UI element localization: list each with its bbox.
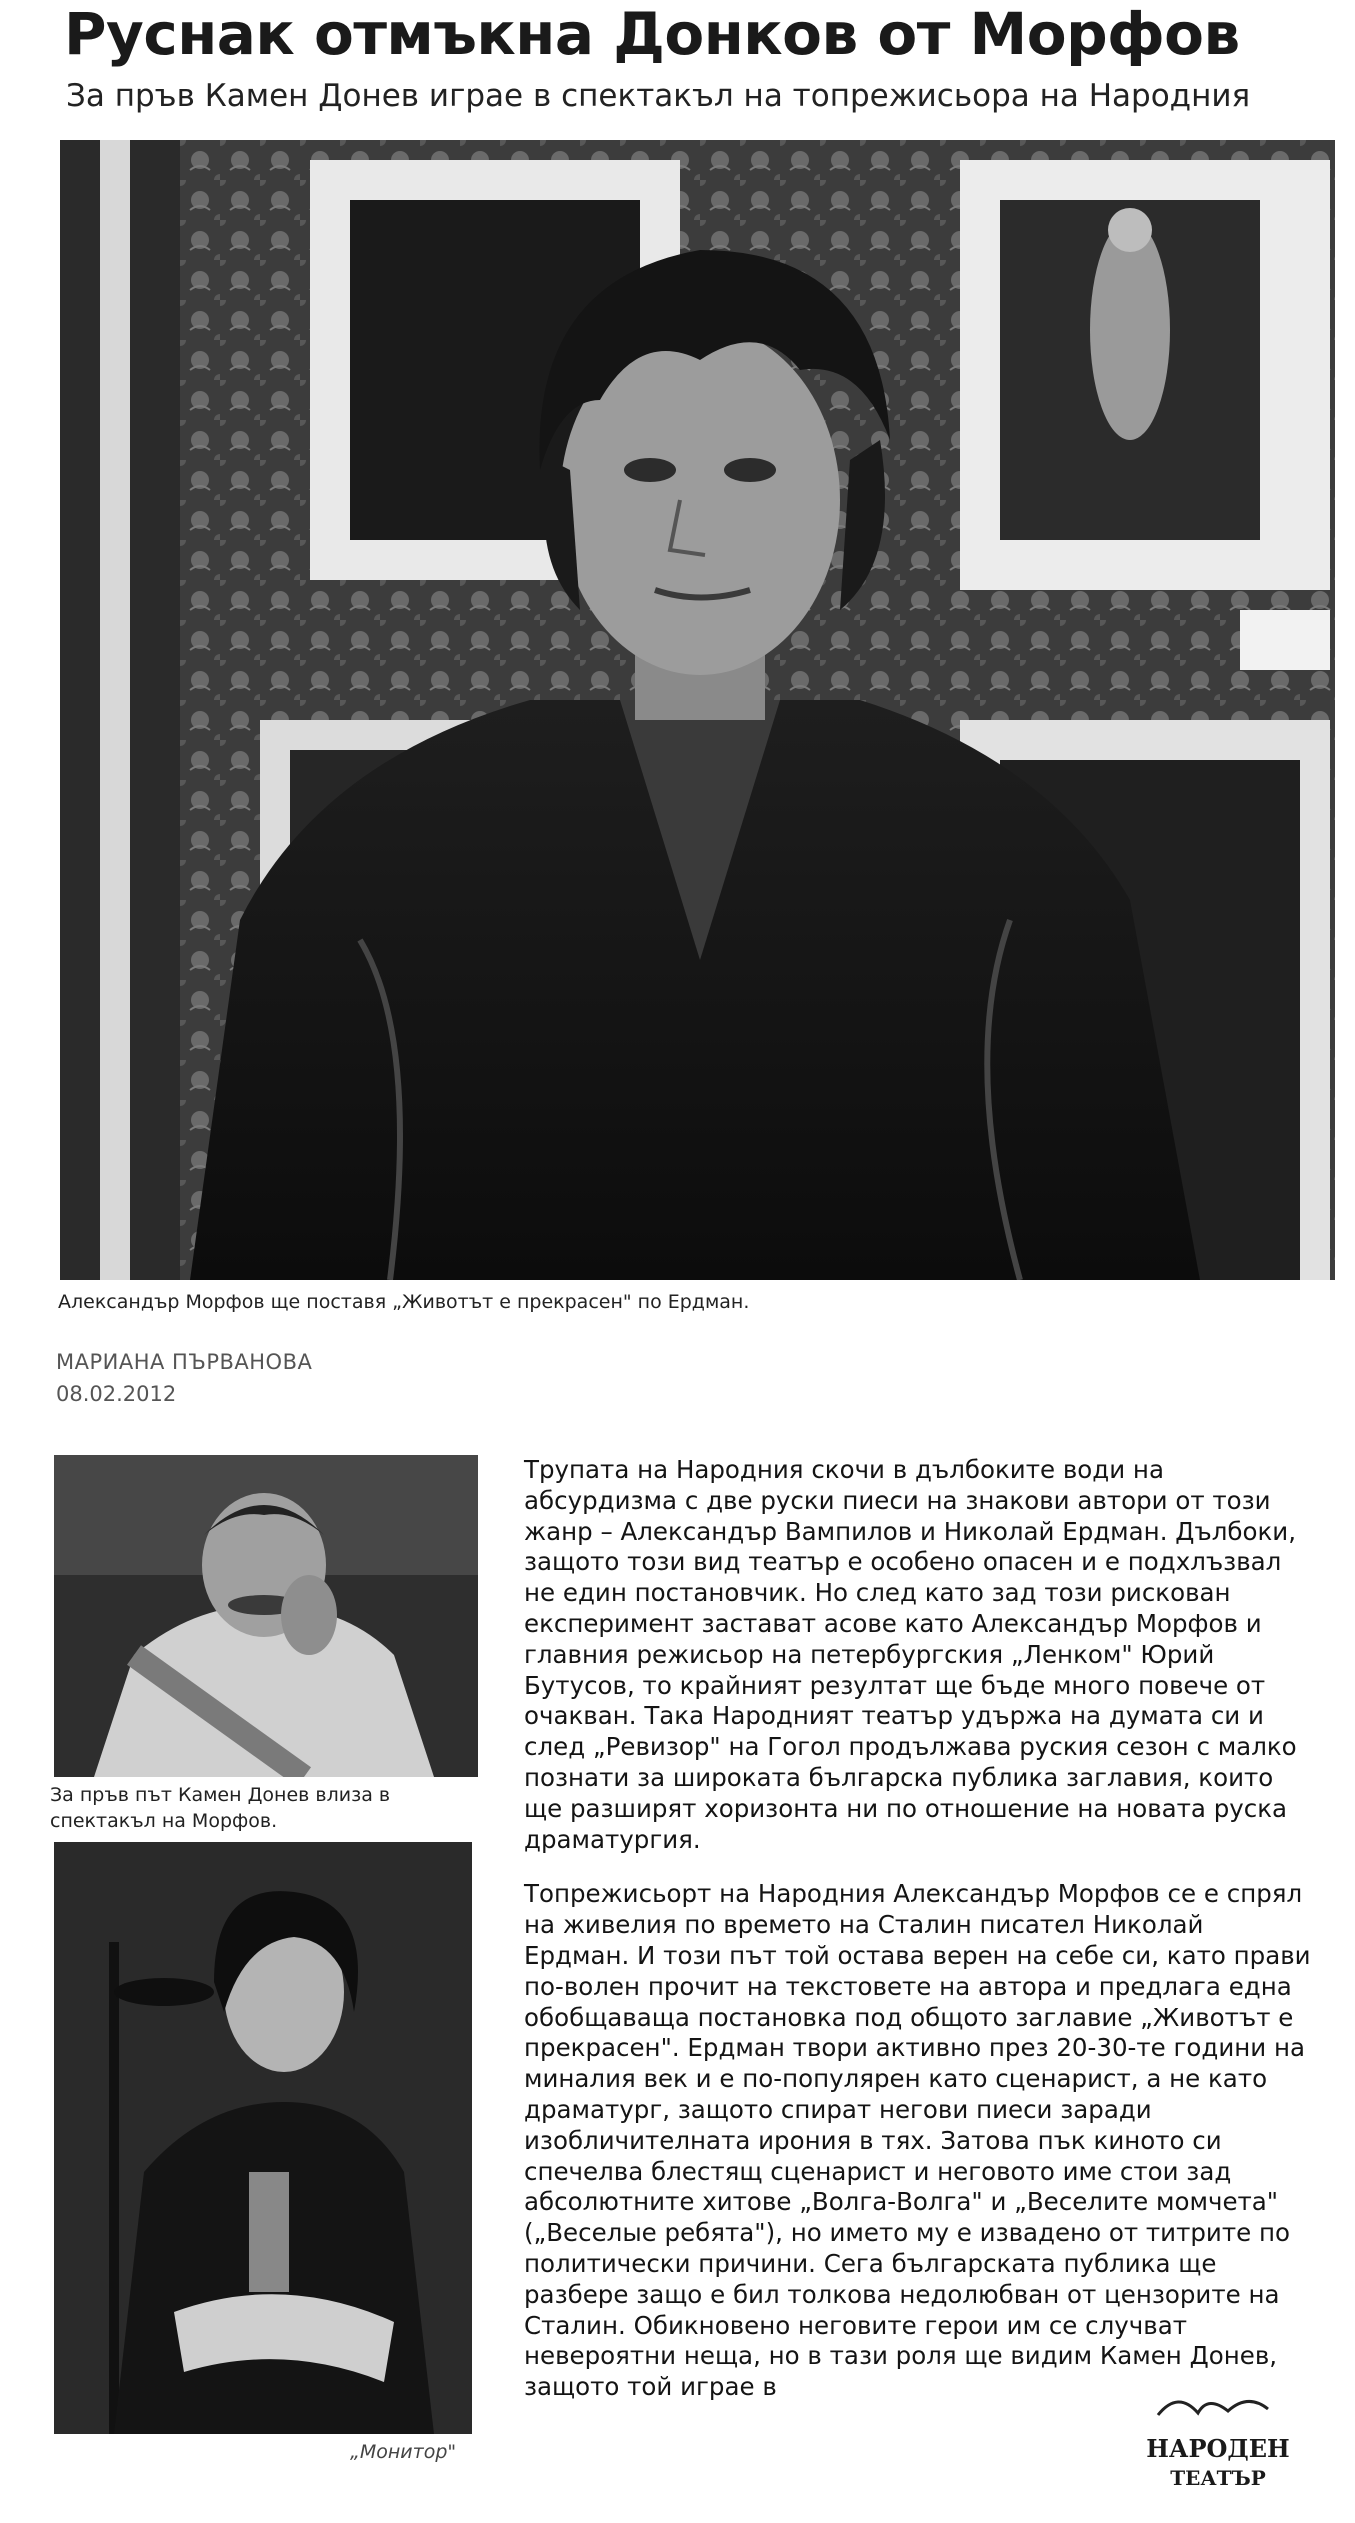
article-body bbox=[524, 1455, 1314, 2427]
main-photo bbox=[60, 140, 1335, 1280]
main-photo-caption: Александър Морфов ще поставя „Животът е прекрасен" по Ердман. bbox=[58, 1291, 750, 1313]
inline-photo-1-illustration bbox=[54, 1455, 478, 1777]
article-paragraph-2: Топрежисьорт на Народния Александър Морфов се е спрял на живелия по времето на Сталин писател Николай Ердман. И този път той остава верен на себе си, като прави по-волен прочит на текстовете на автора и предлага една обобщаваща постановка под общото заглавие „Животът е прекрасен". Ердман твори активно през 20-30-те години на миналия век и е по-популярен като сценарист, а не като драматург, защото спират негови пиеси заради изобличителната ирония в тях. Затова пък киното си спечелва блестящ сценарист и неговото име стои зад абсолютните хитове „Волга-Волга" и „Веселите момчета" („Веселые ребята"), но името му е извадено от титрите по политически причини. Сега българската публика ще разбере защо е бил толкова недолюбван от цензорите на Сталин. Обикновено неговите герои им се случват невероятни неща, но в тази роля ще видим Камен Донев, защото той играе в bbox=[524, 1879, 1311, 2402]
headline: Руснак отмъкна Донков от Морфов bbox=[64, 0, 1240, 68]
article-paragraph-1: Трупата на Народния скочи в дълбоките води на абсурдизма с две руски пиеси на знакови автори от този жанр – Александър Вампилов и Николай Ердман. Дълбоки, защото този вид театър е особено опасен и е подхлъзвал не един постановчик. Но след като зад този рискован експеримент застават асове като Александър Морфов и главния режисьор на петербургския „Ленком" Юрий Бутусов, то крайният резултат ще бъде много повече от очакван. Така Народният театър удържа на думата си и след „Ревизор" на Гогол продължава руския сезон с малко познати за широката българска публика заглавия, които ще разширят хоризонта ни по отношение на новата руска драматургия. bbox=[524, 1455, 1297, 1854]
logo-line1: НАРОДЕН bbox=[1146, 2434, 1290, 2463]
inline-photo-1 bbox=[54, 1455, 478, 1777]
inline-photo-2-illustration bbox=[54, 1842, 472, 2434]
inline-photo-1-caption: За пръв път Камен Донев влиза в спектакъл на Морфов. bbox=[50, 1784, 391, 1832]
publication-date: 08.02.2012 bbox=[56, 1382, 177, 1406]
logo-line2: ТЕАТЪР bbox=[1170, 2466, 1266, 2490]
author-byline: МАРИАНА ПЪРВАНОВА bbox=[56, 1350, 313, 1374]
theatre-logo-stamp bbox=[1138, 2385, 1298, 2495]
inline-photo-2-credit: „Монитор" bbox=[350, 2441, 457, 2463]
main-photo-illustration bbox=[60, 140, 1335, 1280]
theatre-logo-graphic bbox=[1138, 2385, 1298, 2495]
subheadline: За пръв Камен Донев играе в спектакъл на топрежисьора на Народния bbox=[66, 78, 1251, 114]
inline-photo-2 bbox=[54, 1842, 472, 2434]
